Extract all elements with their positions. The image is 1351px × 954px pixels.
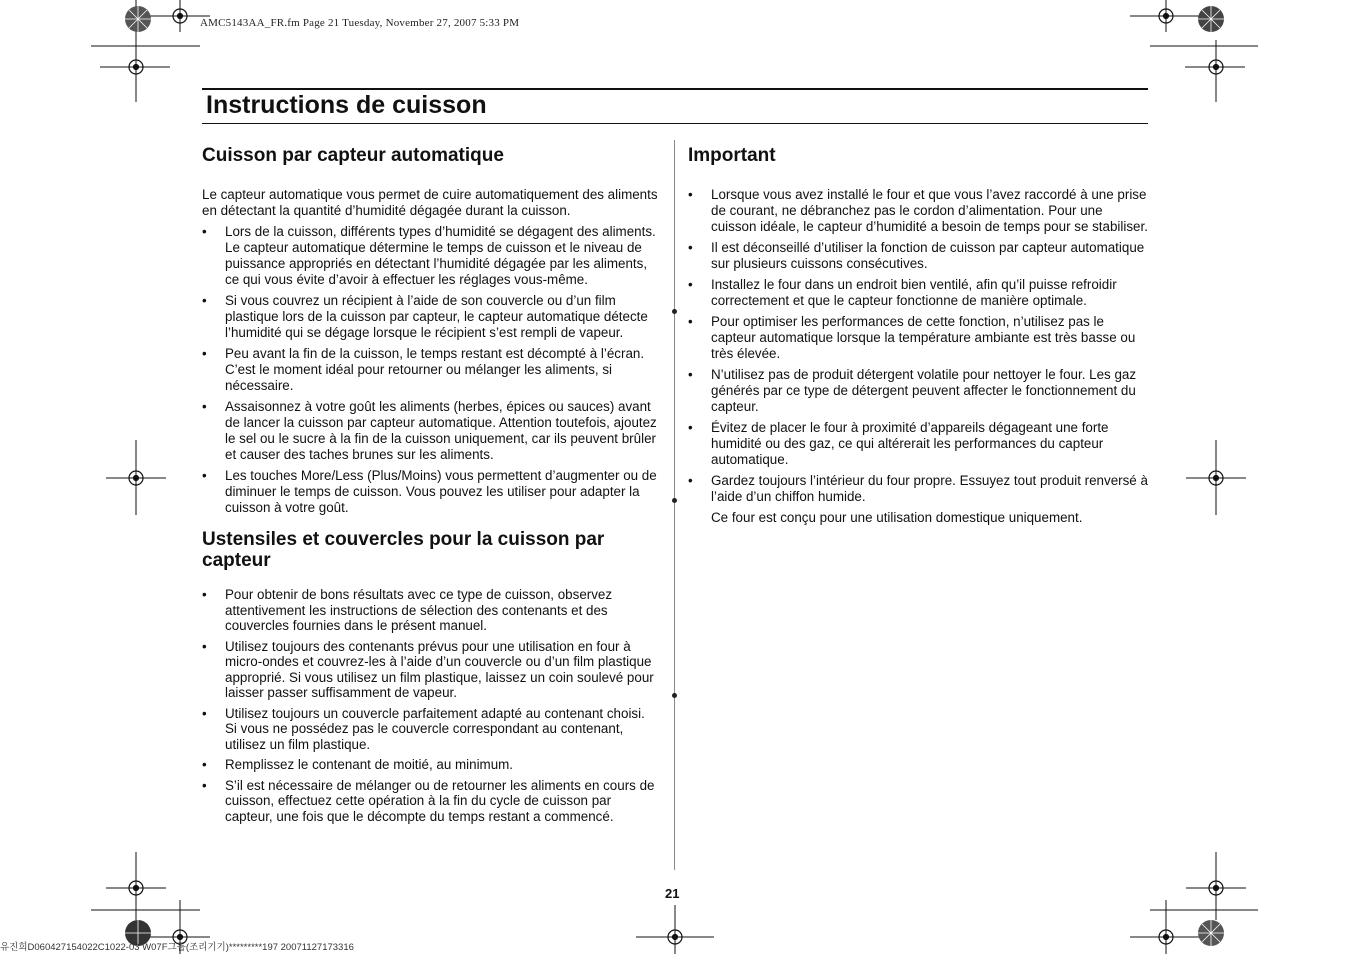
bullet-icon: •: [202, 705, 207, 721]
list-item: • Peu avant la fin de la cuisson, le temps restant est décompté à l’écran. C’est le moment idéal pour retourner ou mélanger les aliments, si nécessaire.: [202, 346, 645, 393]
list-item: • Utilisez toujours un couvercle parfaitement adapté au contenant choisi. Si vous ne possédez pas le couvercle correspondant au contenant, utilisez un film plastique.: [202, 705, 645, 752]
list-item: • Installez le four dans un endroit bien ventilé, afin qu’il puisse refroidir correctement et que le capteur fonctionne de manière optimale.: [688, 277, 1117, 308]
bullet-icon: •: [688, 240, 693, 255]
bullet-icon: •: [202, 757, 207, 772]
section-heading-sensor-cooking: Cuisson par capteur automatique: [202, 145, 504, 166]
list-item: • Gardez toujours l’intérieur du four propre. Essuyez tout produit renversé à l’aide d’un chiffon humide.: [688, 473, 1148, 504]
list-item: • Lorsque vous avez installé le four et que vous l’avez raccordé à une prise de courant, ne débranchez pas le cordon d’alimentation. Pour une cuisson idéale, le capteur d’humidité a besoin de temps pour se stabiliser.: [688, 187, 1148, 234]
bullet-icon: •: [202, 224, 207, 239]
bullet-icon: •: [202, 293, 207, 308]
list-item: • Pour optimiser les performances de cette fonction, n’utilisez pas le capteur automatique lorsque la température ambiante est très basse ou très élevée.: [688, 314, 1136, 361]
list-item: • Évitez de placer le four à proximité d’appareils dégageant une forte humidité ou des gaz, ce qui altérerait les performances du capteur automatique.: [688, 420, 1109, 467]
bullet-icon: •: [688, 473, 693, 488]
list-item: • Il est déconseillé d’utiliser la fonction de cuisson par capteur automatique sur plusieurs cuissons consécutives.: [688, 240, 1145, 271]
bullet-icon: •: [202, 468, 207, 483]
divider-dot: [672, 498, 677, 503]
bullet-icon: •: [202, 777, 207, 793]
list-item: • Utilisez toujours des contenants prévus pour une utilisation en four à micro-ondes et couvrez-les à l’aide d’un couvercle ou d’un film plastique approprié. Si vous utilisez un film plastique, laissez un coin soulevé pour laisser passer suffisamment de vapeur.: [202, 638, 654, 700]
bullet-icon: •: [202, 587, 207, 602]
divider-dot: [672, 309, 677, 314]
intro-paragraph: Le capteur automatique vous permet de cuire automatiquement des aliments en détectant la quantité d’humidité dégagée durant la cuisson.: [202, 187, 658, 218]
page-title: Instructions de cuisson: [206, 91, 487, 119]
closing-note: Ce four est conçu pour une utilisation domestique uniquement.: [711, 510, 1083, 525]
bullet-icon: •: [688, 314, 693, 329]
list-item: • Si vous couvrez un récipient à l’aide de son couvercle ou d’un film plastique lors de la cuisson par capteur, le capteur automatique détecte l’humidité qui se dégage lorsque le récipient s’est rempli de vapeur.: [202, 293, 648, 340]
bullet-icon: •: [202, 399, 207, 414]
list-item: • Remplissez le contenant de moitié, au minimum.: [202, 757, 514, 772]
divider-dot: [672, 693, 677, 698]
bullet-icon: •: [688, 367, 693, 382]
print-footer: 유진희D060427154022C1022-03 W07F그룹(조리기기)*********197 20071127173316: [0, 942, 354, 953]
list-item: • Lors de la cuisson, différents types d’humidité se dégagent des aliments. Le capteur automatique détermine le temps de cuisson et le niveau de puissance appropriés en détectant l’humidité dégagée par les aliments, ce qui vous évite d’avoir à effectuer les réglages vous-même.: [202, 224, 656, 287]
list-item: • S’il est nécessaire de mélanger ou de retourner les aliments en cours de cuisson, effectuez cette opération à la fin du cycle de cuisson par capteur, une fois que le décompte du temps restant a commencé.: [202, 777, 655, 824]
print-header: AMC5143AA_FR.fm Page 21 Tuesday, November 27, 2007 5:33 PM: [200, 17, 520, 29]
bullet-icon: •: [688, 420, 693, 435]
left-column: [202, 145, 660, 829]
list-item: • N’utilisez pas de produit détergent volatile pour nettoyer le four. Les gaz générés par ce type de détergent peuvent affecter le fonctionnement du capteur.: [688, 367, 1137, 414]
title-rule-bottom: [202, 123, 1148, 124]
utensils-list: [202, 587, 660, 824]
list-item: • Assaisonnez à votre goût les aliments (herbes, épices ou sauces) avant de lancer la cuisson par capteur automatique. Attention toutefois, ajoutez le sel ou le sucre à la fin de la cuisson uniquement, car ils peuvent brûler et causer des taches brunes sur les aliments.: [202, 399, 657, 462]
bullet-icon: •: [688, 277, 693, 292]
column-divider: [674, 140, 675, 870]
page-number: 21: [665, 886, 680, 901]
bullet-icon: •: [688, 187, 693, 202]
list-item: • Pour obtenir de bons résultats avec ce type de cuisson, observez attentivement les instructions de sélection des contenants et des couvercles fournies dans le présent manuel.: [202, 587, 613, 633]
section-heading-important: Important: [688, 145, 776, 166]
right-column: [688, 145, 1148, 526]
important-list: [688, 187, 1148, 505]
bullet-icon: •: [202, 346, 207, 361]
bullet-icon: •: [202, 638, 207, 654]
list-item: • Les touches More/Less (Plus/Moins) vous permettent d’augmenter ou de diminuer le temps de cuisson. Vous pouvez les utiliser pour adapter la cuisson à votre goût.: [202, 468, 657, 515]
sensor-cooking-list: [202, 224, 660, 516]
section-heading-utensils: Ustensiles et couvercles pour la cuisson par capteur: [202, 529, 605, 571]
